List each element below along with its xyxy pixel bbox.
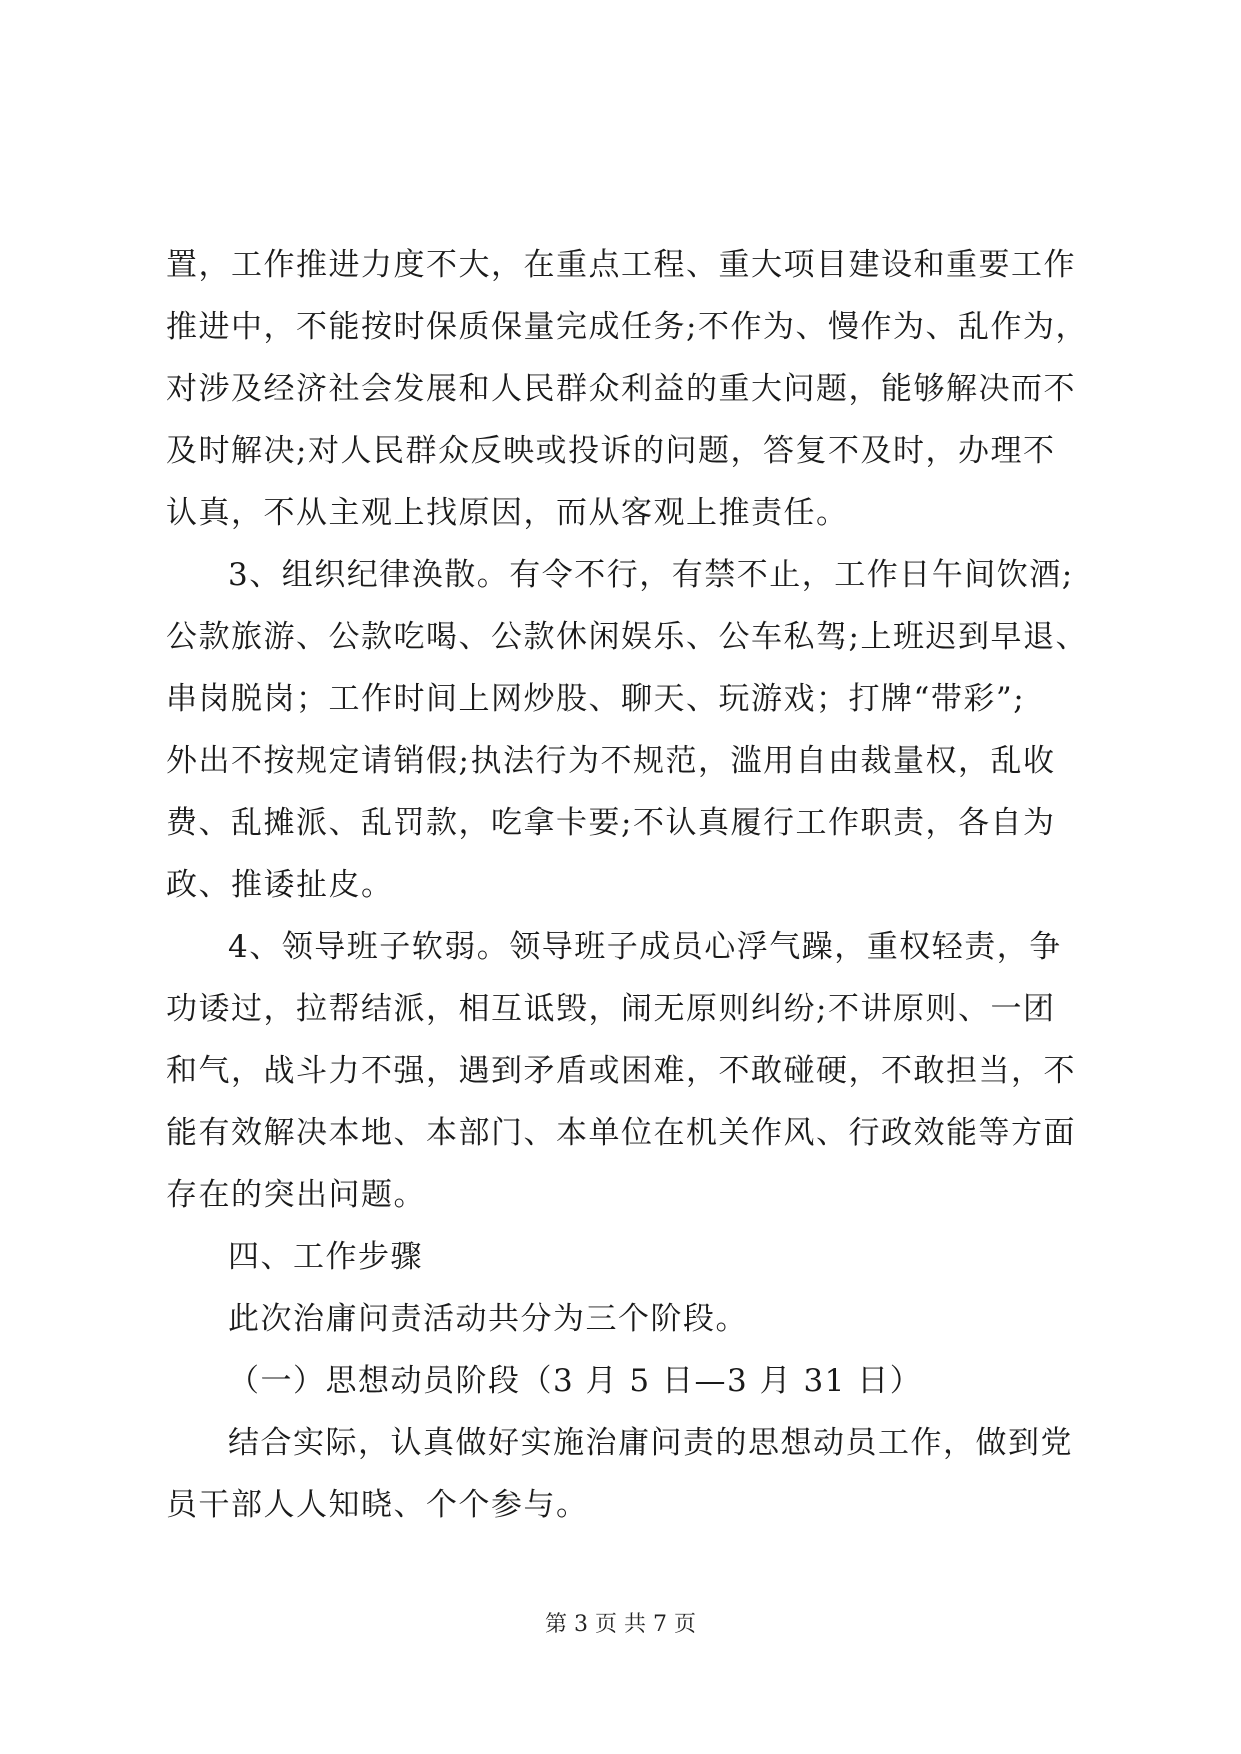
text-line: （一）思想动员阶段（3 月 5 日—3 月 31 日） bbox=[228, 1363, 923, 1399]
text-line: 能有效解决本地、本部门、本单位在机关作风、行政效能等方面 bbox=[166, 1115, 1076, 1151]
text-line: 政、推诿扯皮。 bbox=[166, 867, 394, 903]
text-line: 及时解决;对人民群众反映或投诉的问题，答复不及时，办理不 bbox=[166, 433, 1056, 469]
text-line: 员干部人人知晓、个个参与。 bbox=[166, 1487, 589, 1523]
text-line: 结合实际，认真做好实施治庸问责的思想动员工作，做到党 bbox=[228, 1425, 1073, 1461]
text-line: 串岗脱岗；工作时间上网炒股、聊天、玩游戏；打牌“带彩”; bbox=[166, 681, 1026, 717]
text-line: 推进中，不能按时保质保量完成任务;不作为、慢作为、乱作为， bbox=[166, 309, 1088, 345]
text-line: 3、组织纪律涣散。有令不行，有禁不止，工作日午间饮酒; bbox=[228, 557, 1074, 593]
text-line: 公款旅游、公款吃喝、公款休闲娱乐、公车私驾;上班迟到早退、 bbox=[166, 619, 1088, 655]
page-number-footer: 第 3 页 共 7 页 bbox=[545, 1612, 696, 1637]
document-body bbox=[166, 234, 1086, 1536]
text-line: 和气，战斗力不强，遇到矛盾或困难，不敢碰硬，不敢担当，不 bbox=[166, 1053, 1076, 1089]
text-line: 四、工作步骤 bbox=[228, 1239, 423, 1275]
text-line: 置，工作推进力度不大，在重点工程、重大项目建设和重要工作 bbox=[166, 247, 1076, 283]
text-line: 存在的突出问题。 bbox=[166, 1177, 426, 1213]
text-line: 功诿过，拉帮结派，相互诋毁，闹无原则纠纷;不讲原则、一团 bbox=[166, 991, 1056, 1027]
text-line: 此次治庸问责活动共分为三个阶段。 bbox=[228, 1301, 748, 1337]
text-line: 外出不按规定请销假;执法行为不规范，滥用自由裁量权，乱收 bbox=[166, 743, 1056, 779]
text-line: 费、乱摊派、乱罚款，吃拿卡要;不认真履行工作职责，各自为 bbox=[166, 805, 1056, 841]
text-line: 对涉及经济社会发展和人民群众利益的重大问题，能够解决而不 bbox=[166, 371, 1076, 407]
text-line: 认真，不从主观上找原因，而从客观上推责任。 bbox=[166, 495, 849, 531]
text-line: 4、领导班子软弱。领导班子成员心浮气躁，重权轻责，争 bbox=[228, 929, 1062, 965]
